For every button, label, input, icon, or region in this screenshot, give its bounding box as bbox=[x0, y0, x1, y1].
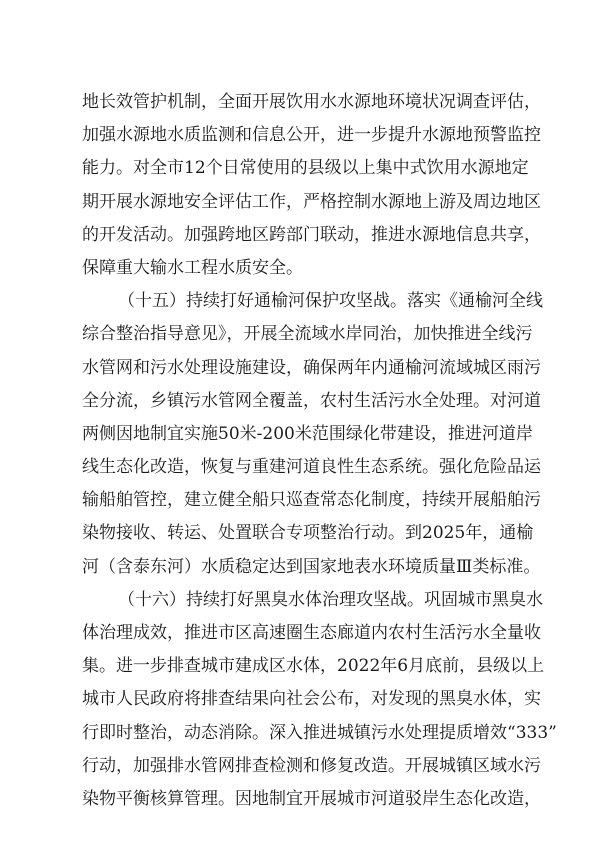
paragraph-2-line-6: 线生态化改造，恢复与重建河道良性生态系统。强化危险品运 bbox=[82, 457, 541, 478]
paragraph-2-line-1: （十五）持续打好通榆河保护攻坚战。落实《通榆河全线 bbox=[118, 291, 543, 312]
paragraph-3-line-3: 集。进一步排查城市建成区水体，2022年6月底前，县级以上 bbox=[82, 656, 545, 677]
paragraph-2-line-9: 河（含泰东河）水质稳定达到国家地表水环境质量Ⅲ类标准。 bbox=[82, 556, 541, 577]
paragraph-2-line-2: 综合整治指导意见》，开展全流域水岸同治，加快推进全线污 bbox=[82, 324, 533, 345]
paragraph-2-line-3: 水管网和污水处理设施建设，确保两年内通榆河流域城区雨污 bbox=[82, 357, 541, 378]
paragraph-1-line-3: 能力。对全市12个日常使用的县级以上集中式饮用水源地定 bbox=[82, 158, 529, 179]
body-text bbox=[82, 86, 557, 816]
paragraph-1-line-2: 加强水源地水质监测和信息公开，进一步提升水源地预警监控 bbox=[82, 125, 541, 146]
paragraph-3-line-1: （十六）持续打好黑臭水体治理攻坚战。巩固城市黑臭水 bbox=[118, 589, 543, 610]
paragraph-1-line-6: 保障重大输水工程水质安全。 bbox=[82, 257, 303, 278]
paragraph-1-line-1: 地长效管护机制，全面开展饮用水水源地环境状况调查评估， bbox=[82, 92, 541, 112]
paragraph-3-line-2: 体治理成效，推进市区高速圈生态廊道内农村生活污水全量收 bbox=[82, 623, 541, 643]
paragraph-2-line-4: 全分流，乡镇污水管网全覆盖，农村生活污水全处理。对河道 bbox=[82, 390, 541, 411]
paragraph-2-line-8: 染物接收、转运、处置联合专项整治行动。到2025年，通榆 bbox=[82, 523, 534, 544]
paragraph-3-line-4: 城市人民政府将排查结果向社会公布，对发现的黑臭水体，实 bbox=[82, 689, 541, 710]
paragraph-3-line-5: 行即时整治，动态消除。深入推进城镇污水处理提质增效“333” bbox=[82, 722, 557, 743]
paragraph-3-line-6: 行动，加强排水管网排查检测和修复改造。开展城镇区域水污 bbox=[82, 755, 541, 776]
paragraph-1-line-5: 的开发活动。加强跨地区跨部门联动，推进水源地信息共享， bbox=[82, 224, 541, 245]
paragraph-3-line-7: 染物平衡核算管理。因地制宜开展城市河道驳岸生态化改造， bbox=[82, 788, 541, 809]
paragraph-2-line-5: 两侧因地制宜实施50米-200米范围绿化带建设，推进河道岸 bbox=[82, 423, 533, 444]
paragraph-1-line-4: 期开展水源地安全评估工作，严格控制水源地上游及周边地区 bbox=[82, 191, 541, 212]
paragraph-2-line-7: 输船舶管控，建立健全船只巡查常态化制度，持续开展船舶污 bbox=[82, 490, 541, 511]
